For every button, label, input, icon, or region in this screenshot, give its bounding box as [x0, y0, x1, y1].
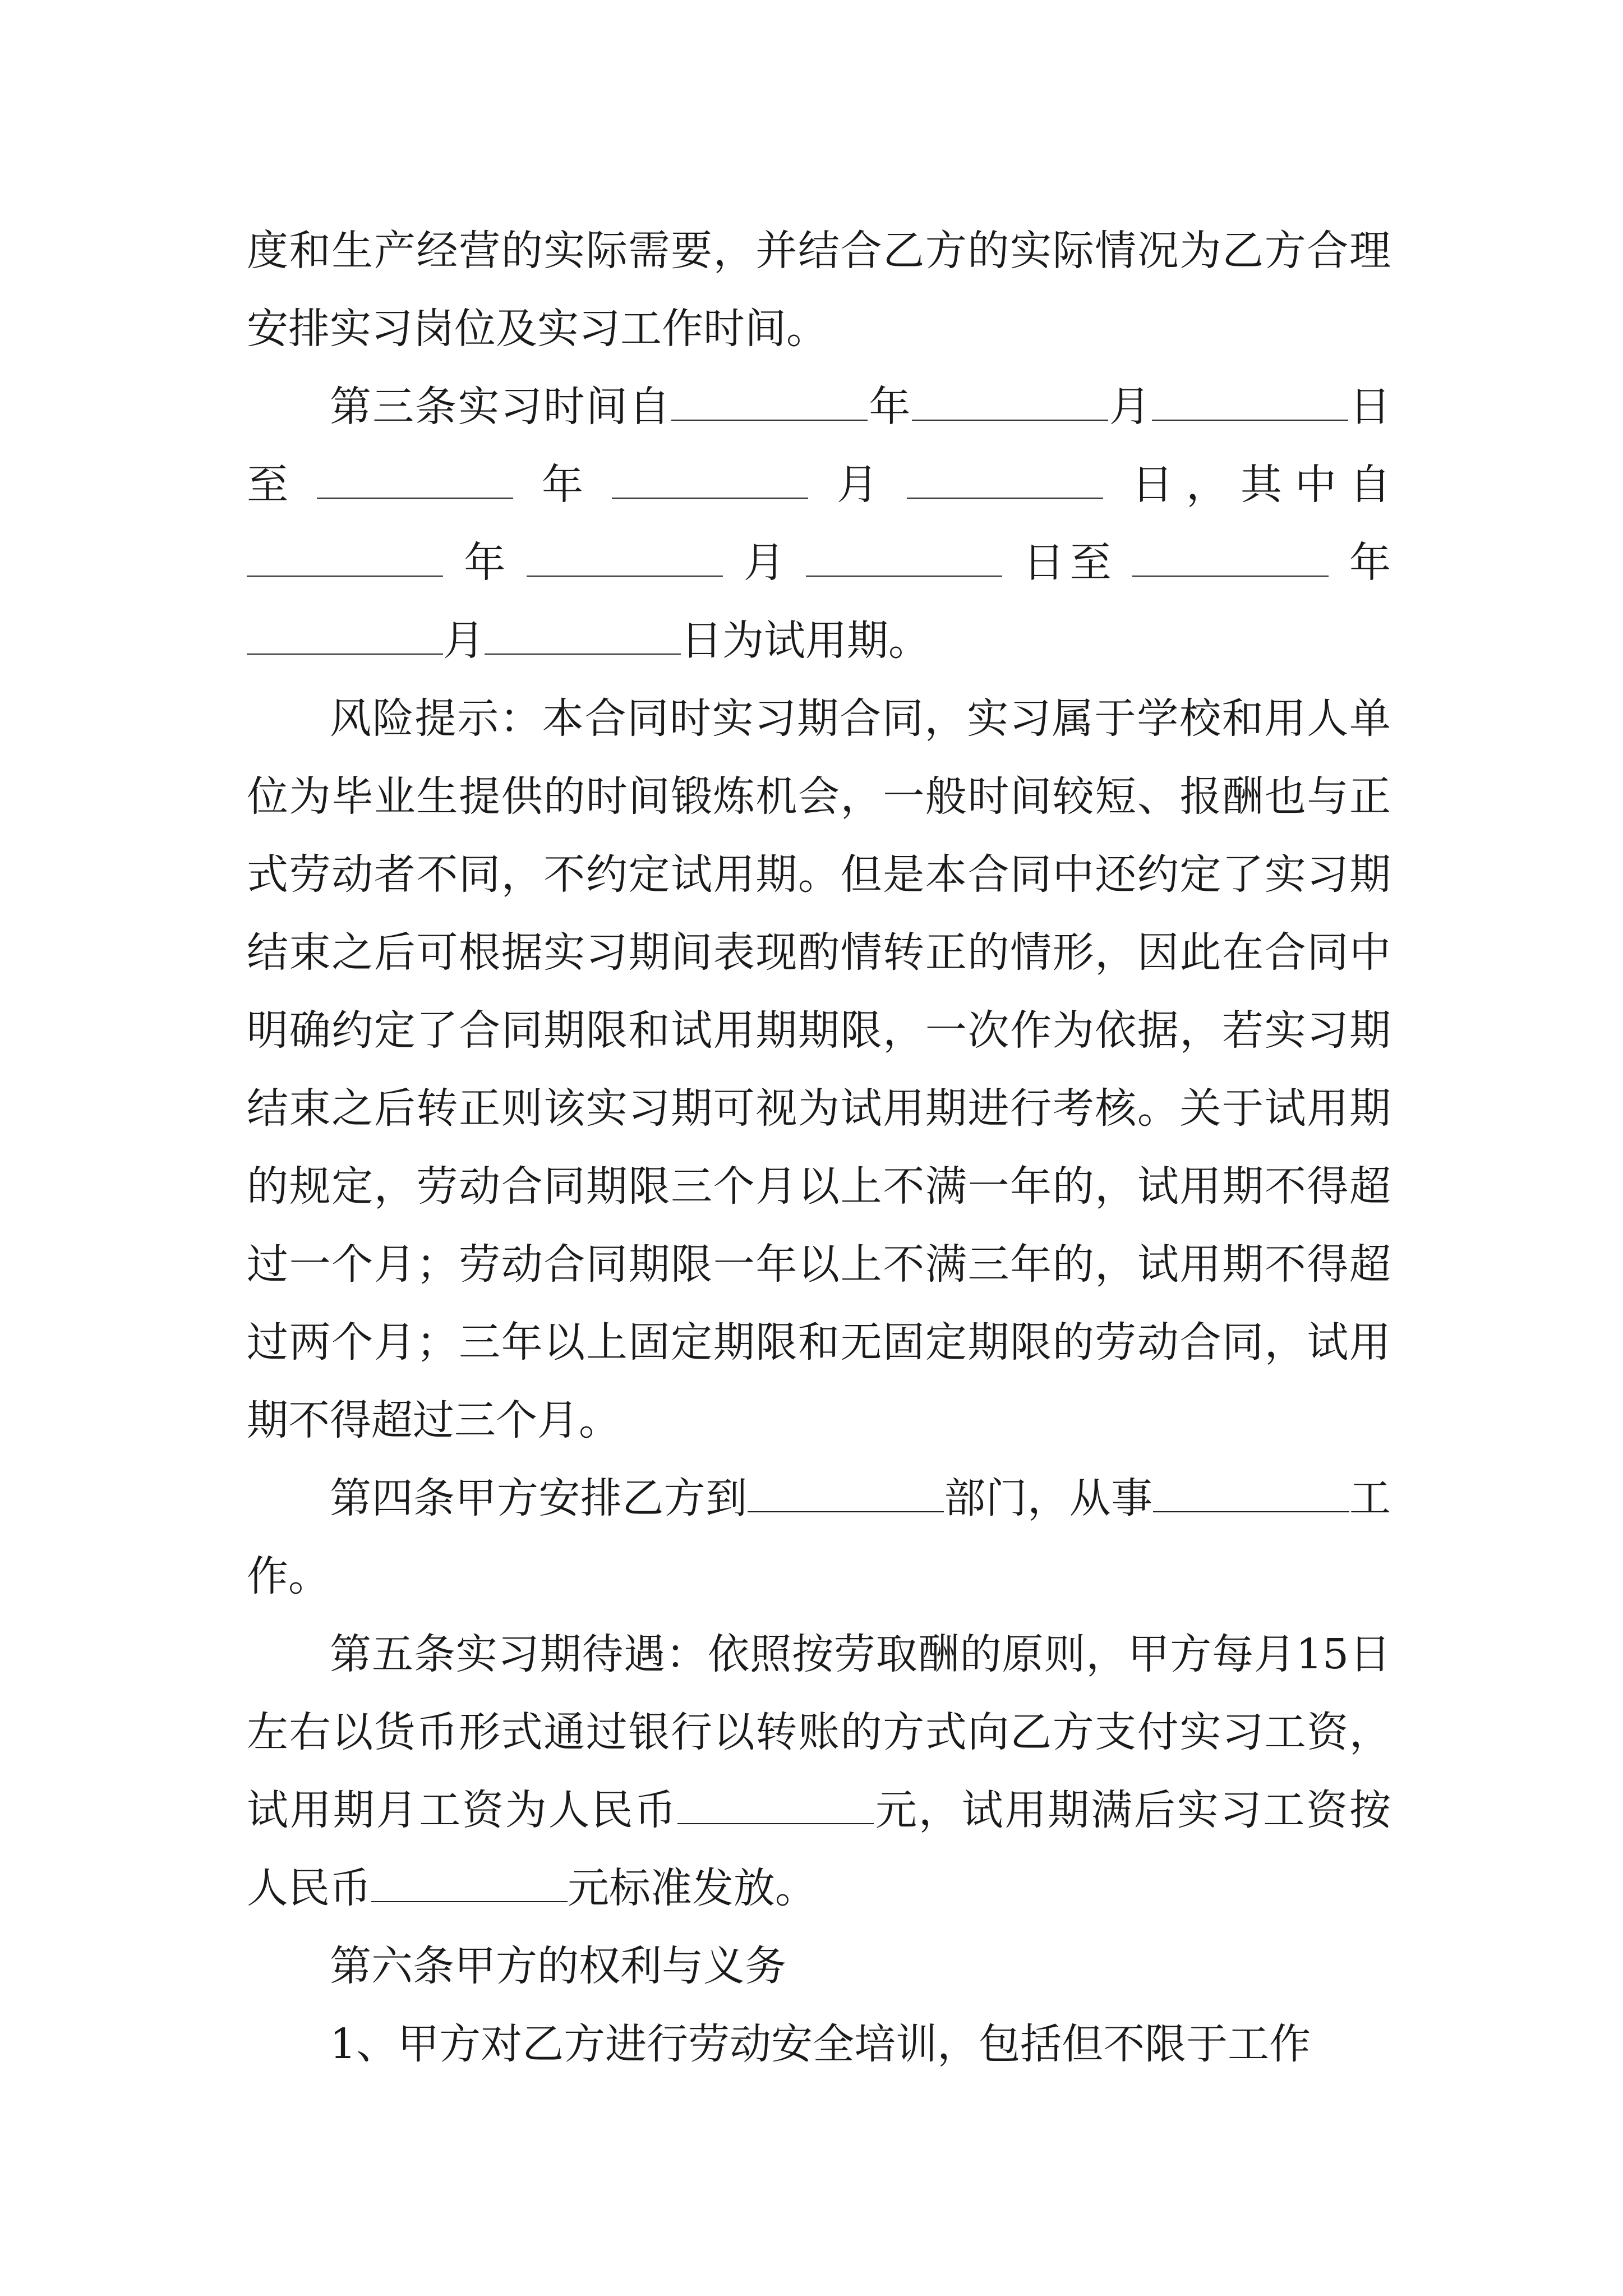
blank-field	[1153, 1479, 1349, 1512]
year-label: 年	[1344, 539, 1391, 587]
day-to-label: 日至	[247, 383, 1391, 509]
item-one-text: 1、甲方对乙方进行劳动安全培训，包括但不限于工作	[330, 2020, 1311, 2068]
blank-field	[247, 621, 443, 655]
blank-field	[485, 621, 681, 655]
article-three	[247, 368, 1391, 680]
month-label: 月	[738, 539, 790, 587]
blank-field	[317, 465, 513, 499]
year-label: 年	[529, 461, 596, 509]
article-three-tail: 日为试用期。	[681, 616, 930, 665]
month-label: 月	[443, 616, 485, 665]
blank-field	[912, 387, 1108, 421]
blank-field	[806, 543, 1002, 577]
blank-field	[671, 387, 868, 421]
document-body	[247, 212, 1391, 2083]
blank-field	[748, 1479, 944, 1512]
article-six-heading	[247, 1927, 1391, 2005]
risk-notice	[247, 680, 1391, 1460]
article-four-dept: 部门，从事	[943, 1474, 1153, 1522]
paragraph-text: 度和生产经营的实际需要，并结合乙方的实际情况为乙方合理安排实习岗位及实习工作时间。	[247, 227, 1391, 353]
article-five-lead: 第五条实习期待遇：依照按劳取酬的原则，甲方每月15日左右以货币形式通过银行以转账的方式向乙方支付实习工资，试用期月工资为人民币	[247, 1630, 1391, 1834]
day-to-label: 日至	[1018, 539, 1117, 587]
blank-field	[247, 543, 443, 577]
blank-field	[527, 543, 723, 577]
article-five	[247, 1616, 1391, 1927]
year-label: 年	[868, 383, 912, 431]
article-six-text: 第六条甲方的权利与义务	[330, 1942, 786, 1990]
risk-notice-text: 风险提示：本合同时实习期合同，实习属于学校和用人单位为毕业生提供的时间锻炼机会，一般时间较短、报酬也与正式劳动者不同，不约定试用期。但是本合同中还约定了实习期结束之后可根据实习期间表现酌情转正的情形，因此在合同中明确约定了合同期限和试用期期限，一次作为依据，若实习期结束之后转正则该实习期可视为试用期进行考核。关于试用期的规定，劳动合同期限三个月以上不满一年的，试用期不得超过一个月；劳动合同期限一年以上不满三年的，试用期不得超过两个月；三年以上固定期限和无固定期限的劳动合同，试用期不得超过三个月。	[247, 694, 1391, 1444]
blank-field	[677, 1791, 874, 1824]
blank-field	[1152, 387, 1348, 421]
article-six-item-one	[247, 2005, 1391, 2083]
article-five-mid: 元，试用期满后实习工资按人民币	[247, 1786, 1391, 1912]
blank-field	[371, 1869, 568, 1902]
blank-field	[1132, 543, 1329, 577]
article-five-tail: 元标准发放。	[568, 1864, 817, 1912]
blank-field	[612, 465, 808, 499]
article-three-lead: 第三条实习时间自	[330, 383, 672, 431]
month-label: 月	[824, 461, 891, 509]
month-label: 月	[1108, 383, 1152, 431]
article-four-tail: 工作。	[247, 1474, 1391, 1600]
year-label: 年	[459, 539, 511, 587]
day-among-label: 日，其中自	[1119, 461, 1391, 509]
paragraph-continuation	[247, 212, 1391, 368]
blank-field	[907, 465, 1103, 499]
article-four	[247, 1460, 1391, 1616]
article-four-lead: 第四条甲方安排乙方到	[330, 1474, 748, 1522]
